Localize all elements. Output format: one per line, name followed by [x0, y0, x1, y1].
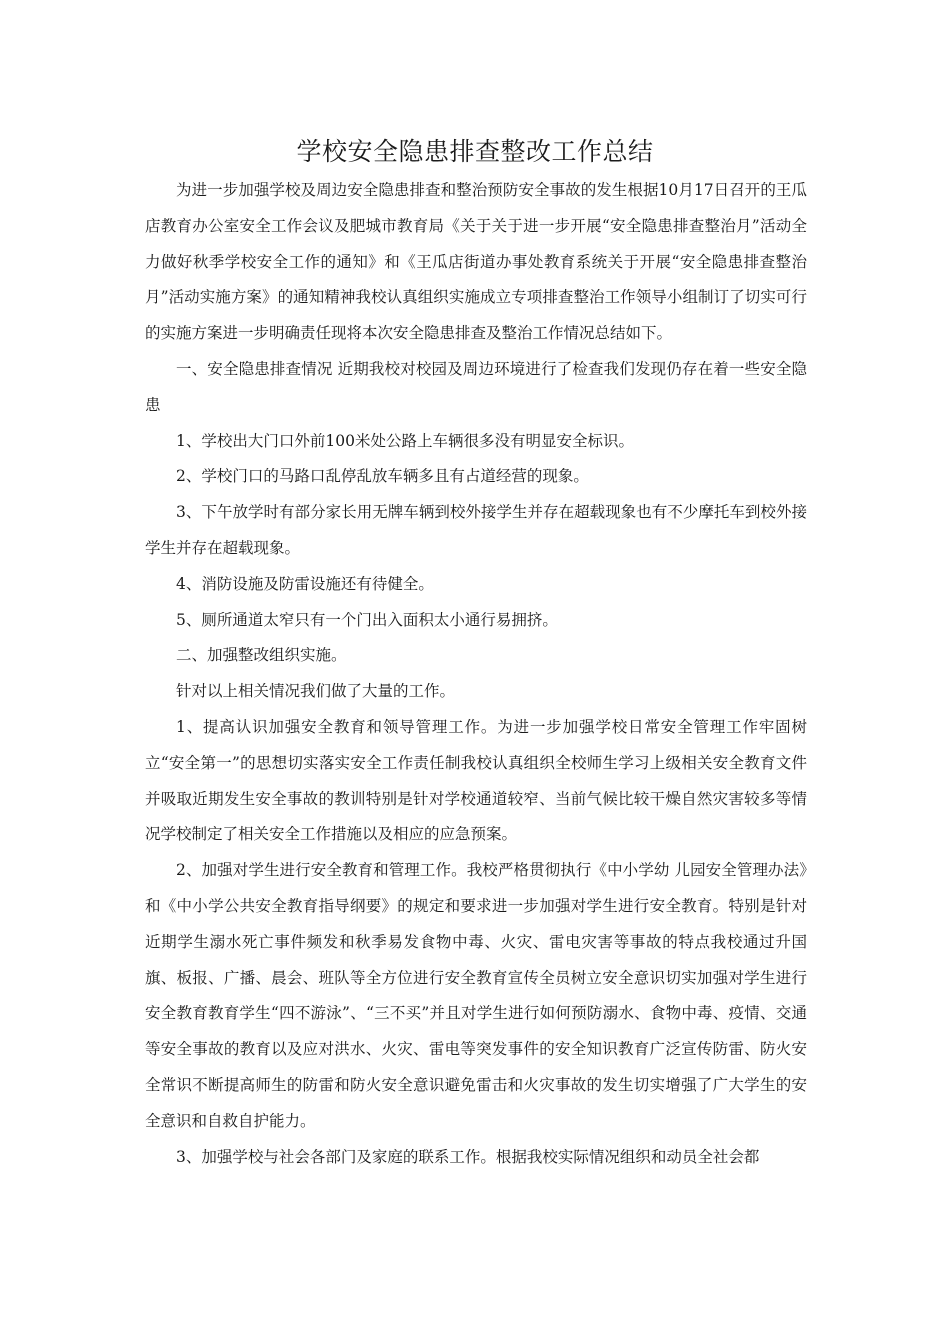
paragraph-intro: 为进一步加强学校及周边安全隐患排查和整治预防安全事故的发生根据10月17日召开的王瓜店教育办公室安全工作会议及肥城市教育局《关于关于进一步开展“安全隐患排查整治月”活动全力做好秋季学校安全工作的通知》和《王瓜店街道办事处教育系统关于开展“安全隐患排查整治月”活动实施方案》的通知精神我校认真组织实施成立专项排查整治工作领导小组制订了切实可行的实施方案进一步明确责任现将本次安全隐患排查及整治工作情况总结如下。 [145, 181, 807, 343]
paragraph-section-2-heading: 二、加强整改组织实施。 [176, 646, 347, 665]
paragraph-section-1-heading: 一、安全隐患排查情况 近期我校对校园及周边环境进行了检查我们发现仍存在着一些安全隐患 [145, 359, 807, 414]
paragraph-section-2-intro: 针对以上相关情况我们做了大量的工作。 [176, 682, 456, 701]
paragraph-hazard-3: 3、下午放学时有部分家长用无牌车辆到校外接学生并存在超载现象也有不少摩托车到校外接学生并存在超载现象。 [145, 503, 807, 557]
document-title: 学校安全隐患排查整改工作总结 [296, 137, 654, 166]
paragraph-measure-2: 2、加强对学生进行安全教育和管理工作。我校严格贯彻执行《中小学幼 儿园安全管理办法》和《中小学公共安全教育指导纲要》的规定和要求进一步加强对学生进行安全教育。特别是针对近期学生溺水死亡事件频发和秋季易发食物中毒、火灾、雷电灾害等事故的特点我校通过升国旗、板报、广播、晨会、班队等全方位进行安全教育宣传全员树立安全意识切实加强对学生进行安全教育教育学生“四不游泳”、“三不买”并且对学生进行如何预防溺水、食物中毒、疫情、交通等安全事故的教育以及应对洪水、火灾、雷电等突发事件的安全知识教育广泛宣传防雷、防火安全常识不断提高师生的防雷和防火安全意识避免雷击和火灾事故的发生切实增强了广大学生的安全意识和自救自护能力。 [145, 861, 807, 1130]
paragraph-hazard-1: 1、学校出大门口外前100米处公路上车辆很多没有明显安全标识。 [176, 431, 634, 450]
paragraph-measure-1: 1、提高认识加强安全教育和领导管理工作。为进一步加强学校日常安全管理工作牢固树立“安全第一”的思想切实落实安全工作责任制我校认真组织全校师生学习上级相关安全教育文件并吸取近期发生安全事故的教训特别是针对学校通道较窄、当前气候比较干燥自然灾害较多等情况学校制定了相关安全工作措施以及相应的应急预案。 [145, 717, 807, 844]
document-body [145, 173, 807, 1175]
paragraph-hazard-5: 5、厕所通道太窄只有一个门出入面积太小通行易拥挤。 [176, 610, 558, 629]
paragraph-measure-3: 3、加强学校与社会各部门及家庭的联系工作。根据我校实际情况组织和动员全社会都 [176, 1147, 760, 1166]
paragraph-hazard-4: 4、消防设施及防雷设施还有待健全。 [176, 574, 434, 593]
paragraph-hazard-2: 2、学校门口的马路口乱停乱放车辆多且有占道经营的现象。 [176, 467, 589, 486]
